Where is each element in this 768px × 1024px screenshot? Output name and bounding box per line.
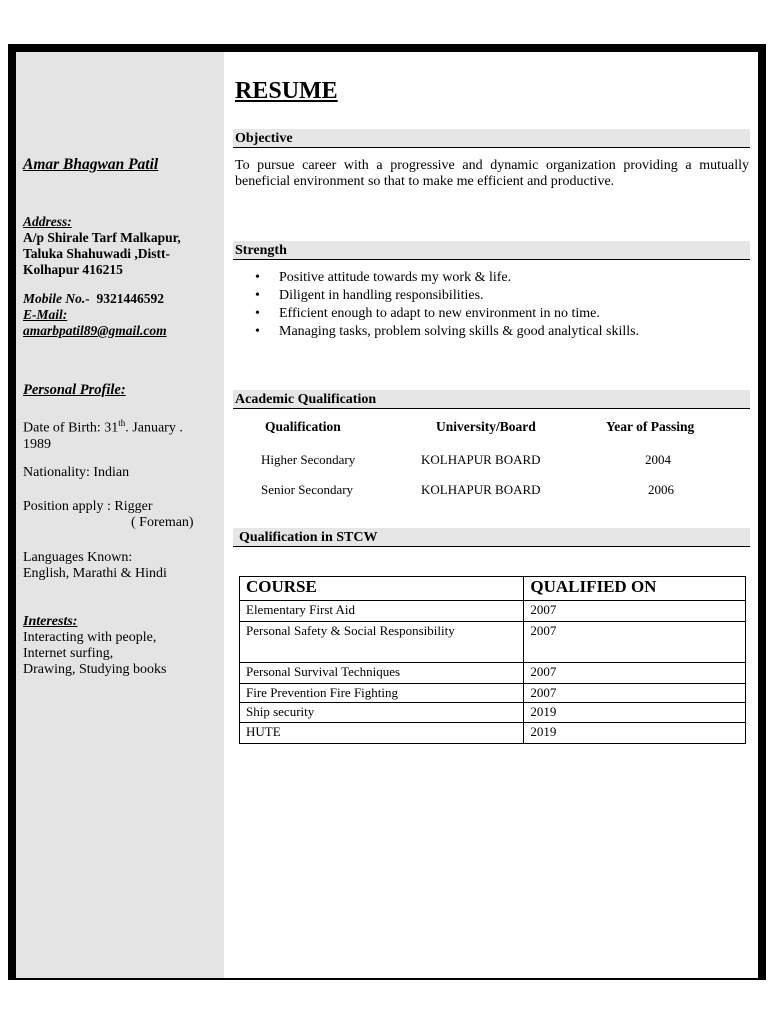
table-header-row bbox=[240, 577, 746, 601]
address-line: Taluka Shahuwadi ,Distt- bbox=[23, 246, 170, 261]
table-cell: 2007 bbox=[524, 622, 746, 663]
academic-cell: 2006 bbox=[648, 482, 674, 497]
table-row bbox=[240, 703, 746, 723]
dob bbox=[23, 415, 183, 453]
academic-cell: Higher Secondary bbox=[261, 452, 356, 467]
email-label: E-Mail: bbox=[23, 307, 68, 322]
strength-heading: Strength bbox=[233, 241, 750, 260]
bullet-icon: • bbox=[255, 270, 260, 285]
table-cell: 2007 bbox=[524, 601, 746, 622]
academic-cell: KOLHAPUR BOARD bbox=[421, 452, 541, 467]
table-cell: Personal Survival Techniques bbox=[240, 663, 524, 684]
dob-sup: th bbox=[118, 418, 126, 428]
mobile-label: Mobile No.- bbox=[23, 291, 90, 306]
table-cell: Personal Safety & Social Responsibility bbox=[240, 622, 524, 663]
table-row bbox=[240, 601, 746, 622]
candidate-name: Amar Bhagwan Patil bbox=[23, 156, 159, 173]
address-line: A/p Shirale Tarf Malkapur, bbox=[23, 230, 181, 245]
bullet-icon: • bbox=[255, 306, 260, 321]
list-item bbox=[235, 287, 750, 305]
strength-text: Diligent in handling responsibilities. bbox=[279, 288, 484, 303]
personal-profile-label: Personal Profile: bbox=[23, 382, 126, 398]
table-cell: 2007 bbox=[524, 684, 746, 703]
objective-text: To pursue career with a progressive and dynamic organization providing a mutually beneficial environment so that to make me efficient and productive. bbox=[235, 158, 749, 189]
table-cell: 2019 bbox=[524, 723, 746, 744]
table-cell: HUTE bbox=[240, 723, 524, 744]
table-row bbox=[240, 622, 746, 663]
academic-cell: Senior Secondary bbox=[261, 482, 354, 497]
position-apply: Position apply : Rigger bbox=[23, 499, 153, 514]
table-row bbox=[240, 663, 746, 684]
table-cell: Ship security bbox=[240, 703, 524, 723]
bullet-icon: • bbox=[255, 324, 260, 339]
position-sub: ( Foreman) bbox=[131, 515, 194, 530]
table-cell: 2007 bbox=[524, 663, 746, 684]
nationality: Nationality: Indian bbox=[23, 465, 130, 480]
stcw-table bbox=[239, 576, 746, 744]
address-label: Address: bbox=[23, 214, 72, 229]
objective-heading: Objective bbox=[233, 129, 750, 148]
dob-year: 1989 bbox=[23, 436, 51, 452]
strength-text: Managing tasks, problem solving skills & good analytical skills. bbox=[279, 324, 640, 339]
main-content bbox=[224, 52, 758, 978]
address-block bbox=[23, 214, 181, 278]
strength-text: Efficient enough to adapt to new environment in no time. bbox=[279, 306, 600, 321]
table-header-cell: QUALIFIED ON bbox=[524, 577, 746, 601]
table-cell: 2019 bbox=[524, 703, 746, 723]
languages-label: Languages Known: bbox=[23, 550, 133, 565]
academic-heading: Academic Qualification bbox=[233, 390, 750, 409]
table-row bbox=[240, 723, 746, 744]
table-header-cell: COURSE bbox=[240, 577, 524, 601]
bullet-icon: • bbox=[255, 288, 260, 303]
strength-text: Positive attitude towards my work & life. bbox=[279, 270, 512, 285]
list-item bbox=[235, 305, 750, 323]
email-link[interactable]: amarbpatil89@gmail.com bbox=[23, 323, 167, 338]
address-line: Kolhapur 416215 bbox=[23, 262, 123, 277]
academic-col-qualification: Qualification bbox=[265, 419, 341, 434]
interest-item: Interacting with people, bbox=[23, 630, 157, 645]
dob-label: Date of Birth: 31 bbox=[23, 420, 119, 436]
contact-block bbox=[23, 291, 167, 339]
strength-list bbox=[235, 269, 750, 341]
list-item bbox=[235, 269, 750, 287]
page-title: RESUME bbox=[235, 78, 338, 104]
academic-col-year: Year of Passing bbox=[606, 419, 695, 434]
dob-rest: . January . bbox=[125, 420, 183, 436]
list-item bbox=[235, 323, 750, 341]
interest-item: Internet surfing, bbox=[23, 646, 114, 661]
stcw-heading: Qualification in STCW bbox=[233, 528, 750, 547]
interests-block bbox=[23, 614, 167, 678]
academic-cell: KOLHAPUR BOARD bbox=[421, 482, 541, 497]
interests-label: Interests: bbox=[23, 614, 78, 629]
table-row bbox=[240, 684, 746, 703]
table-cell: Fire Prevention Fire Fighting bbox=[240, 684, 524, 703]
languages: English, Marathi & Hindi bbox=[23, 566, 167, 581]
mobile-number: 9321446592 bbox=[96, 291, 164, 306]
mobile-row bbox=[23, 291, 167, 307]
academic-cell: 2004 bbox=[645, 452, 671, 467]
interest-item: Drawing, Studying books bbox=[23, 662, 167, 677]
academic-col-board: University/Board bbox=[436, 419, 536, 434]
table-cell: Elementary First Aid bbox=[240, 601, 524, 622]
